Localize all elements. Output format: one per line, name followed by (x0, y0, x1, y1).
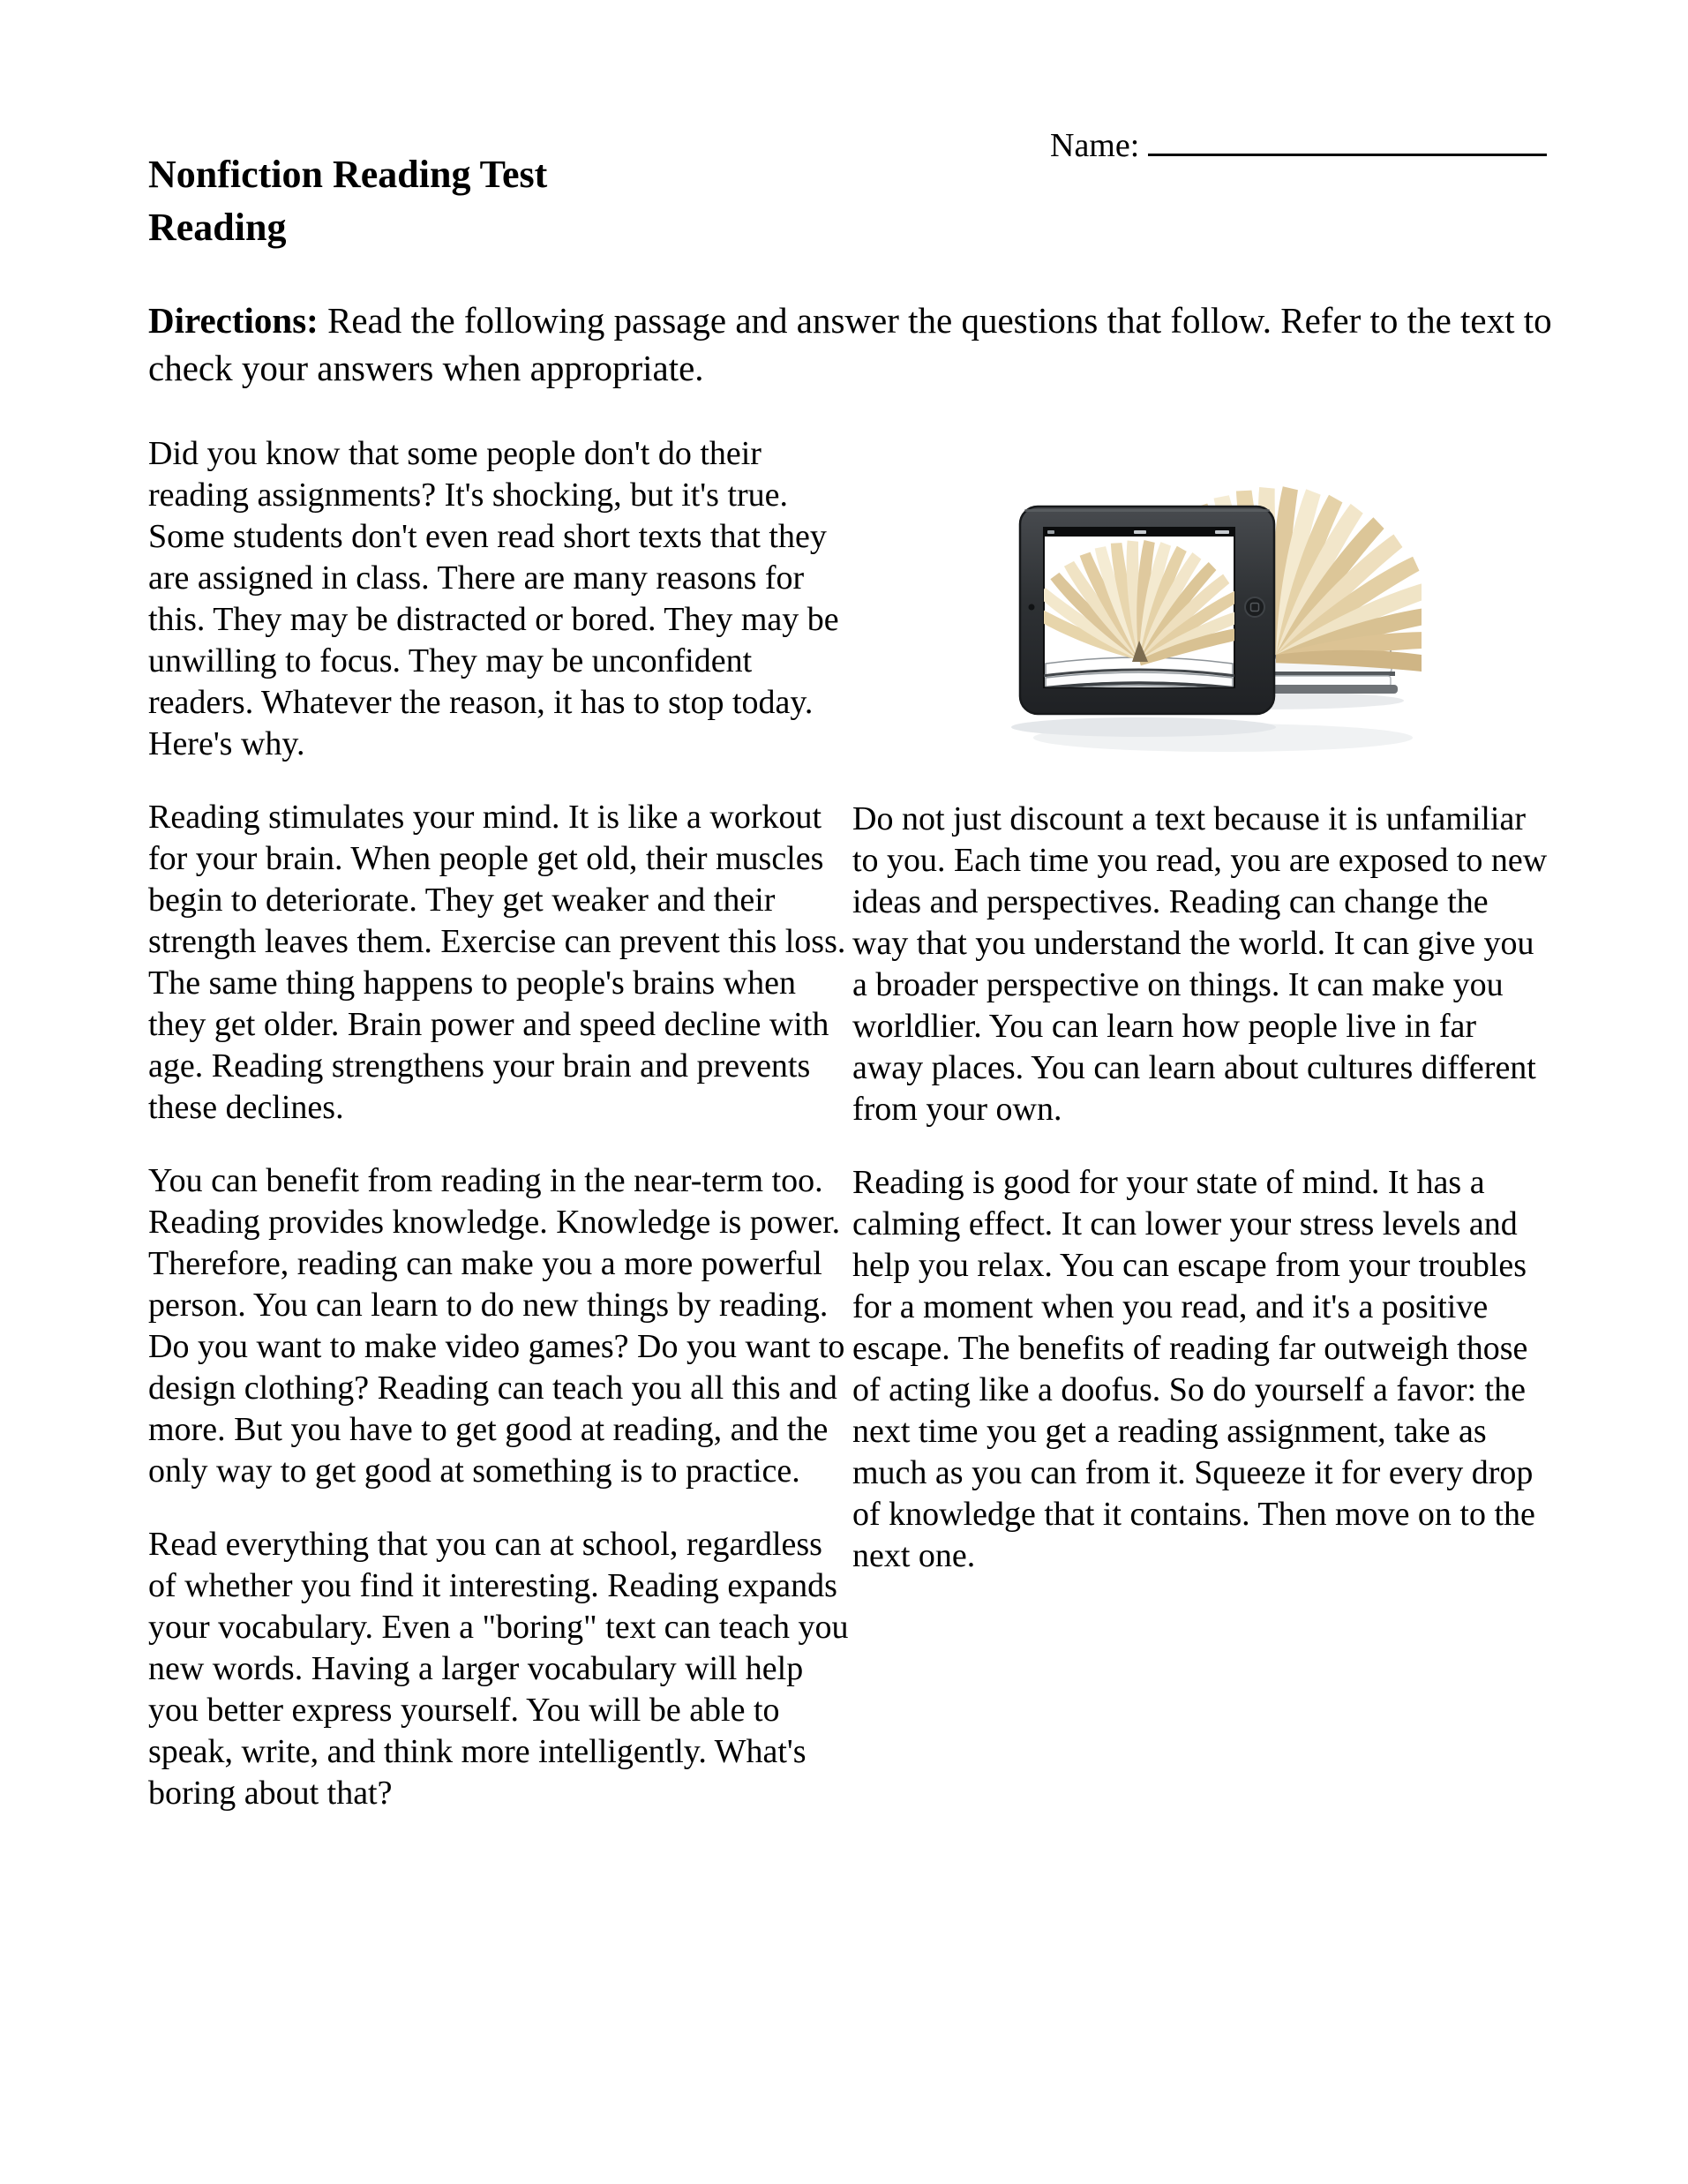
directions-text: Read the following passage and answer the questions that follow. Refer to the text to check your answers when appropriate. (148, 300, 1552, 388)
passage-column-left (148, 433, 850, 1846)
page-title (148, 148, 547, 254)
name-label: Name: (1050, 127, 1140, 164)
passage-paragraph-4: Read everything that you can at school, regardless of whether you find it interesting. Reading expands your vocabulary. Even a "boring" text can teach you new words. Having a larger vocabulary will help you better express yourself. You will be able to speak, write, and think more intelligently. What's boring about that? (148, 1526, 849, 1812)
passage-paragraph-1: Did you know that some people don't do their reading assignments? It's shocking, but it's true. Some students don't even read short texts that they are assigned in class. There are many reasons for this. They may be distracted or bored. They may be unwilling to focus. They may be unconfident readers. Whatever the reason, it has to stop today. Here's why. (148, 435, 839, 762)
tablet-books-illustration (998, 473, 1422, 773)
passage-paragraph-2: Reading stimulates your mind. It is like a workout for your brain. When people get old, their muscles begin to deteriorate. They get weaker and their strength leaves them. Exercise can prevent this loss. The same thing happens to people's brains when they get older. Brain power and speed decline with age. Reading strengthens your brain and prevents these declines. (148, 799, 846, 1126)
title-line-topic: Reading (148, 206, 287, 249)
name-blank-line (1148, 120, 1547, 156)
passage-paragraph-5: Do not just discount a text because it is unfamiliar to you. Each time you read, you are exposed to new ideas and perspectives. Reading can change the way that you understand the world. It can give you a broader perspective on things. It can make you worldlier. You can learn how people live in far away places. You can learn about cultures different from your own. (852, 800, 1548, 1128)
directions (148, 296, 1553, 392)
tablet-shadow (1011, 717, 1276, 737)
tablet (1020, 507, 1274, 714)
camera-dot (1029, 604, 1035, 611)
passage-paragraph-3: You can benefit from reading in the near-term too. Reading provides knowledge. Knowledge is power. Therefore, reading can make you a more powerful person. You can learn to do new things by reading. Do you want to make video games? Do you want to design clothing? Reading can teach you all this and more. But you have to get good at reading, and the only way to get good at something is to practice. (148, 1162, 845, 1490)
title-line-main: Nonfiction Reading Test (148, 153, 548, 196)
name-row (1050, 120, 1547, 166)
home-button (1245, 597, 1264, 617)
tablet-books-photo (998, 473, 1422, 773)
passage-column-right (852, 433, 1549, 1609)
passage-paragraph-6: Reading is good for your state of mind. It has a calming effect. It can lower your stress levels and help you relax. You can escape from your troubles for a moment when you read, and it's a positive escape. The benefits of reading far outweigh those of acting like a doofus. So do yourself a favor: the next time you get a reading assignment, take as much as you can from it. Squeeze it for every drop of knowledge that it contains. Then move on to the next one. (852, 1164, 1535, 1574)
directions-label: Directions: (148, 300, 319, 341)
